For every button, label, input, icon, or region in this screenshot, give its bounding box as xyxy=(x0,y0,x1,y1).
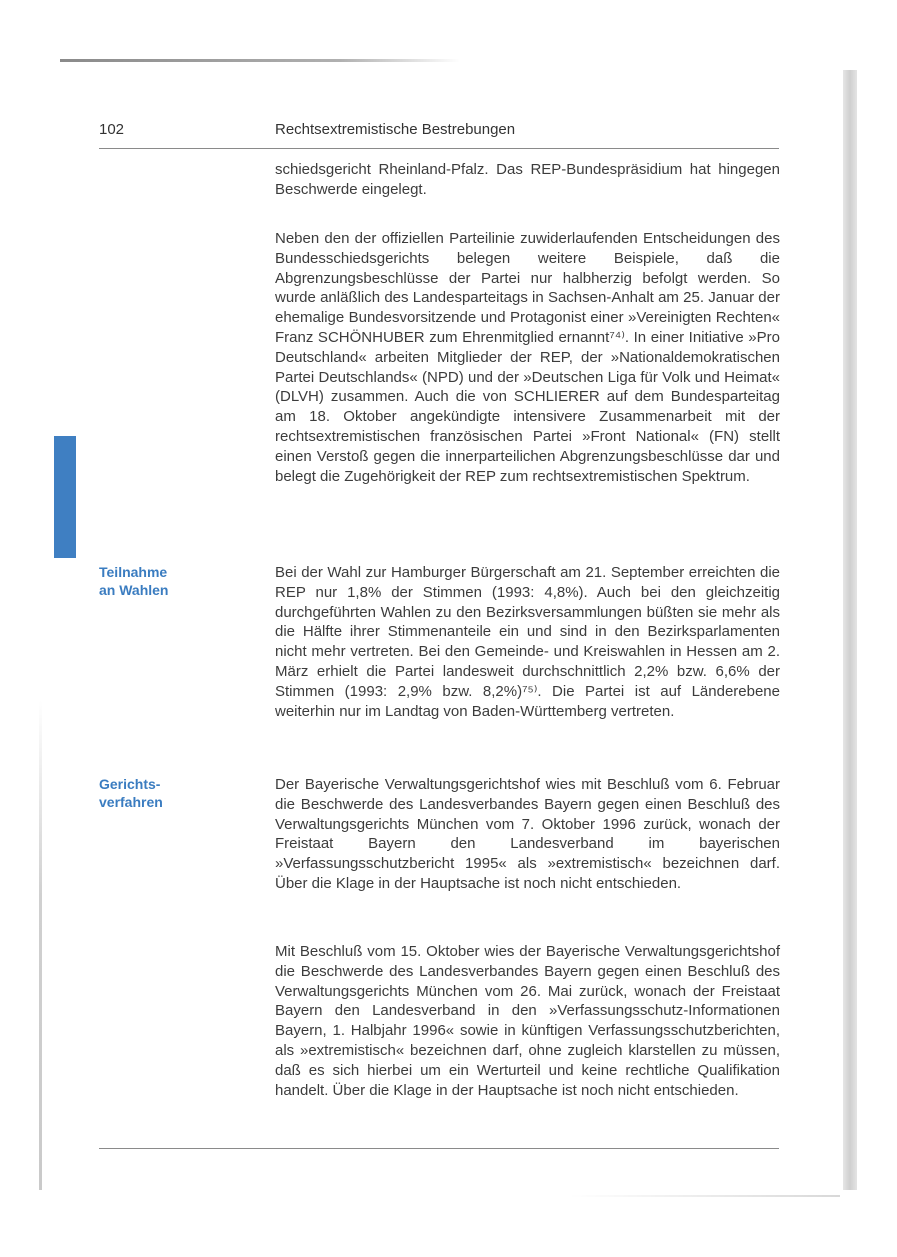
scan-artifact-right-edge xyxy=(843,70,857,1190)
margin-heading-verfahren xyxy=(99,775,249,811)
page-number: 102 xyxy=(99,121,125,138)
scan-artifact-bottom xyxy=(570,1195,840,1197)
margin-heading-line: Teilnahme xyxy=(99,564,168,580)
body-paragraph: Der Bayerische Verwaltungsgerichtshof wies mit Beschluß vom 6. Februar die Beschwerde des Landesverbandes Bayern gegen einen Beschluß des Verwaltungsgerichts München vom 7. Oktober 1996 zurück, wonach der Freistaat Bayern den Landesverband im bayerischen »Verfassungsschutzbericht 1995« als »extremistisch« bezeichnen darf. Über die Klage in der Hauptsache ist noch nicht entschieden. xyxy=(275,776,780,892)
margin-heading-line: Gerichts- xyxy=(99,776,161,792)
section-marker-bar xyxy=(54,436,76,558)
scan-artifact-left-edge xyxy=(39,700,42,1190)
scan-artifact-top xyxy=(60,59,460,62)
margin-heading-line: verfahren xyxy=(99,794,163,810)
body-paragraph: Neben den der offiziellen Parteilinie zuwiderlaufenden Entscheidungen des Bundesschiedsgerichts belegen weitere Beispiele, daß die Abgrenzungsbeschlüsse der Partei nur halbherzig befolgt werden. So wurde anläßlich des Landesparteitags in Sachsen-Anhalt am 25. Januar der ehemalige Bundesvorsitzende und Protagonist einer »Vereinigten Rechten« Franz SCHÖNHUBER zum Ehrenmitglied ernannt⁷⁴⁾. In einer Initiative »Pro Deutschland« arbeiten Mitglieder der REP, der »Nationaldemokratischen Partei Deutschlands« (NPD) und der »Deutschen Liga für Volk und Heimat« (DLVH) zusammen. Auch die von SCHLIERER auf dem Bundesparteitag am 18. Oktober angekündigte intensivere Zusammenarbeit mit der rechtsextremistischen französischen Partei »Front National« (FN) stellt einen Verstoß gegen die innerparteilichen Abgrenzungsbeschlüsse dar und belegt die Zugehörigkeit der REP zum rechtsextremistischen Spektrum. xyxy=(275,230,780,485)
paragraph-verfahren-2-block xyxy=(275,942,780,1100)
margin-heading-wahlen xyxy=(99,563,249,599)
paragraph-continuation-block xyxy=(275,160,780,200)
body-paragraph: Mit Beschluß vom 15. Oktober wies der Bayerische Verwaltungsgerichtshof die Beschwerde des Landesverbandes Bayern gegen einen Beschluß des Verwaltungsgerichts München vom 26. Mai zurück, wonach der Freistaat Bayern den Landesverband in den »Verfassungsschutz-Informationen Bayern, 1. Halbjahr 1996« sowie in künftigen Verfassungsschutzberichten, als »extremistisch« bezeichnen darf, ohne zugleich klarstellen zu müssen, daß es sich hierbei um ein Werturteil und keine rechtliche Qualifikation handelt. Über die Klage in der Hauptsache ist noch nicht entschieden. xyxy=(275,943,780,1099)
page-header xyxy=(99,118,779,149)
body-paragraph: Bei der Wahl zur Hamburger Bürgerschaft am 21. September erreichten die REP nur 1,8% der Stimmen (1993: 4,8%). Auch bei den gleichzeitig durchgeführten Wahlen zu den Bezirksversammlungen büßten sie mehr als die Hälfte ihrer Stimmenanteile ein und sind in den Bezirksparlamenten nicht mehr vertreten. Bei den Gemeinde- und Kreiswahlen in Hessen am 2. März erhielt die Partei landesweit durchschnittlich 2,2% bzw. 6,6% der Stimmen (1993: 2,9% bzw. 8,2%)⁷⁵⁾. Die Partei ist auf Länderebene weiterhin nur im Landtag von Baden-Württemberg vertreten. xyxy=(275,564,780,720)
paragraph-verfahren-1-block xyxy=(275,775,780,894)
margin-heading-line: an Wahlen xyxy=(99,582,169,598)
body-paragraph: schiedsgericht Rheinland-Pfalz. Das REP-Bundespräsidium hat hingegen Beschwerde eingelegt. xyxy=(275,161,780,198)
running-head: Rechtsextremistische Bestrebungen xyxy=(275,121,516,138)
paragraph-abgrenzung-block xyxy=(275,229,780,486)
footer-rule xyxy=(99,1148,779,1149)
paragraph-wahlen-block xyxy=(275,563,780,721)
